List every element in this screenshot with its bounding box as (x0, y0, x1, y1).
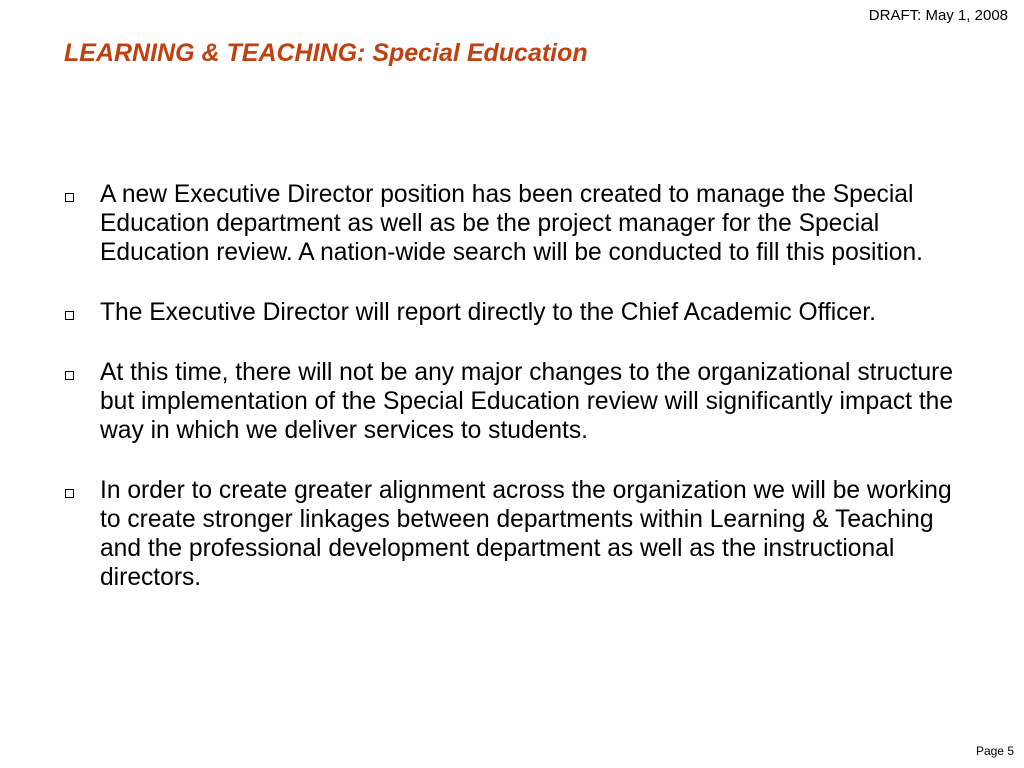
bullet-item (60, 358, 970, 445)
bullet-list (60, 180, 970, 623)
bullet-item (60, 298, 970, 327)
bullet-text-alignment-linkages: In order to create greater alignment across the organization we will be working to create stronger linkages between departments within Learning & Teaching and the professional development department as well as the instructional directors. (100, 477, 952, 591)
bullet-item (60, 180, 970, 267)
hollow-square-bullet-icon (65, 371, 74, 380)
hollow-square-bullet-icon (65, 489, 74, 498)
bullet-text-executive-director-position: A new Executive Director position has been created to manage the Special Education department as well as be the project manager for the Special Education review. A nation-wide search will be conducted to fill this position. (100, 181, 923, 266)
hollow-square-bullet-icon (65, 193, 74, 202)
page-number: Page 5 (975, 744, 1014, 758)
slide-title: LEARNING & TEACHING: Special Education (64, 39, 588, 67)
bullet-item (60, 476, 970, 592)
hollow-square-bullet-icon (65, 311, 74, 320)
bullet-text-reporting-line: The Executive Director will report directly to the Chief Academic Officer. (100, 299, 876, 326)
bullet-text-organizational-structure: At this time, there will not be any major changes to the organizational structure but implementation of the Special Education review will significantly impact the way in which we deliver services to students. (100, 359, 954, 444)
draft-date-label: DRAFT: May 1, 2008 (868, 7, 1008, 24)
